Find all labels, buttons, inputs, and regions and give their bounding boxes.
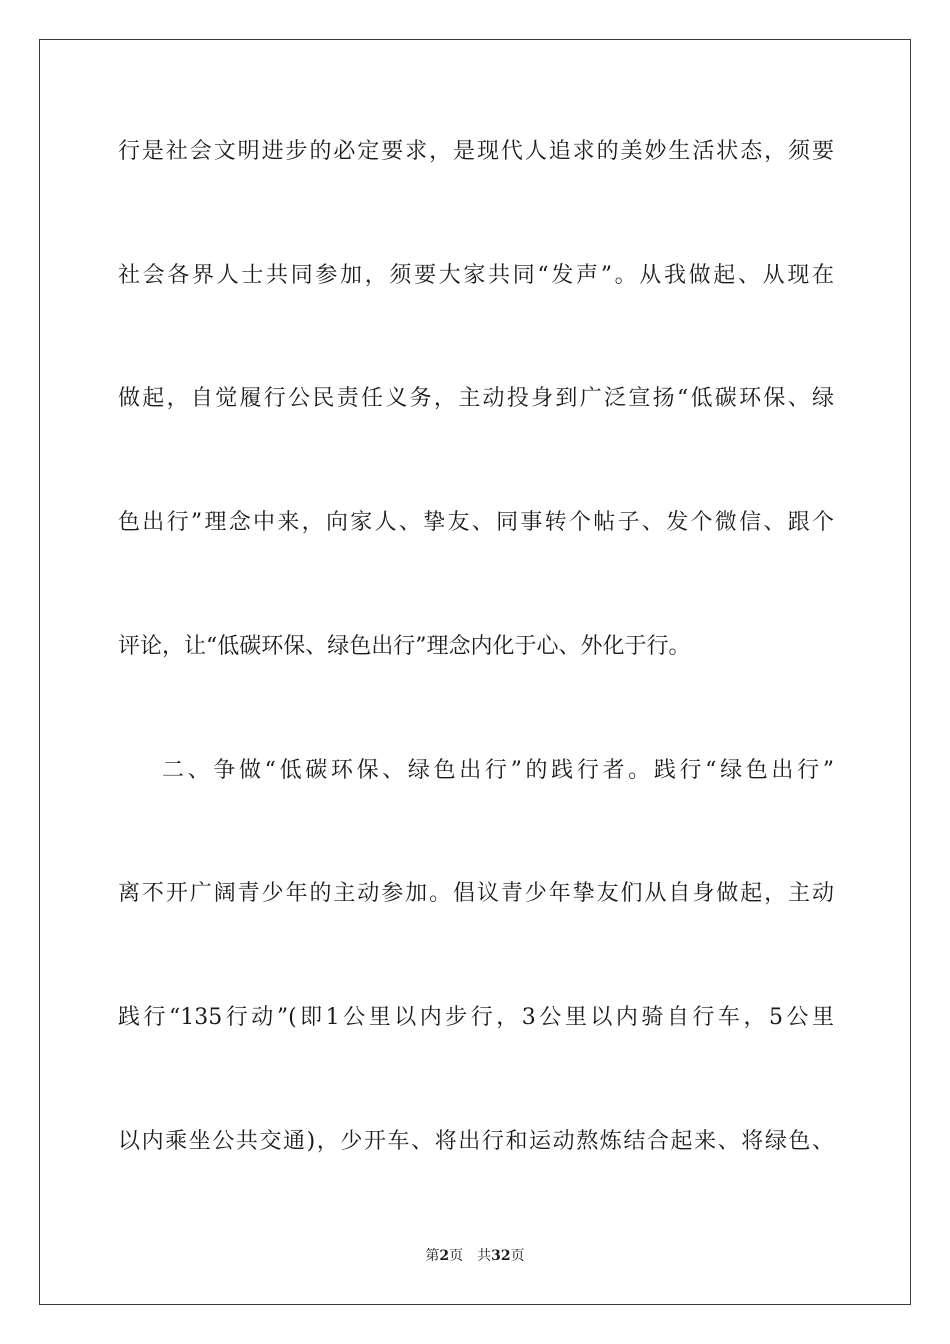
footer-page-number: 2 [439, 1248, 450, 1264]
text-line-6: 二、争做“低碳环保、绿色出行”的践行者。践行“绿色出行” [162, 758, 834, 783]
footer-total-pages: 32 [491, 1248, 511, 1264]
page-border [39, 39, 911, 1305]
text-line-3: 做起，自觉履行公民责任义务，主动投身到广泛宣扬“低碳环保、绿 [118, 386, 834, 411]
text-line-8: 践行“135行动”(即1公里以内步行，3公里以内骑自行车，5公里 [118, 1005, 834, 1030]
text-line-9: 以内乘坐公共交通)，少开车、将出行和运动熬炼结合起来、将绿色、 [118, 1129, 834, 1154]
text-line-7: 离不开广阔青少年的主动参加。倡议青少年挚友们从自身做起，主动 [118, 881, 834, 906]
footer-total-suffix: 页 [510, 1248, 525, 1264]
page-footer [0, 1247, 950, 1265]
text-line-2: 社会各界人士共同参加，须要大家共同“发声”。从我做起、从现在 [118, 263, 834, 288]
text-line-5: 评论，让“低碳环保、绿色出行”理念内化于心、外化于行。 [118, 634, 691, 659]
text-line-4: 色出行”理念中来，向家人、挚友、同事转个帖子、发个微信、跟个 [118, 510, 834, 535]
footer-total-prefix: 共 [477, 1248, 492, 1264]
text-line-1: 行是社会文明进步的必定要求，是现代人追求的美妙生活状态，须要 [118, 139, 834, 164]
footer-page-prefix: 第 [425, 1248, 440, 1264]
footer-page-suffix: 页 [449, 1248, 464, 1264]
